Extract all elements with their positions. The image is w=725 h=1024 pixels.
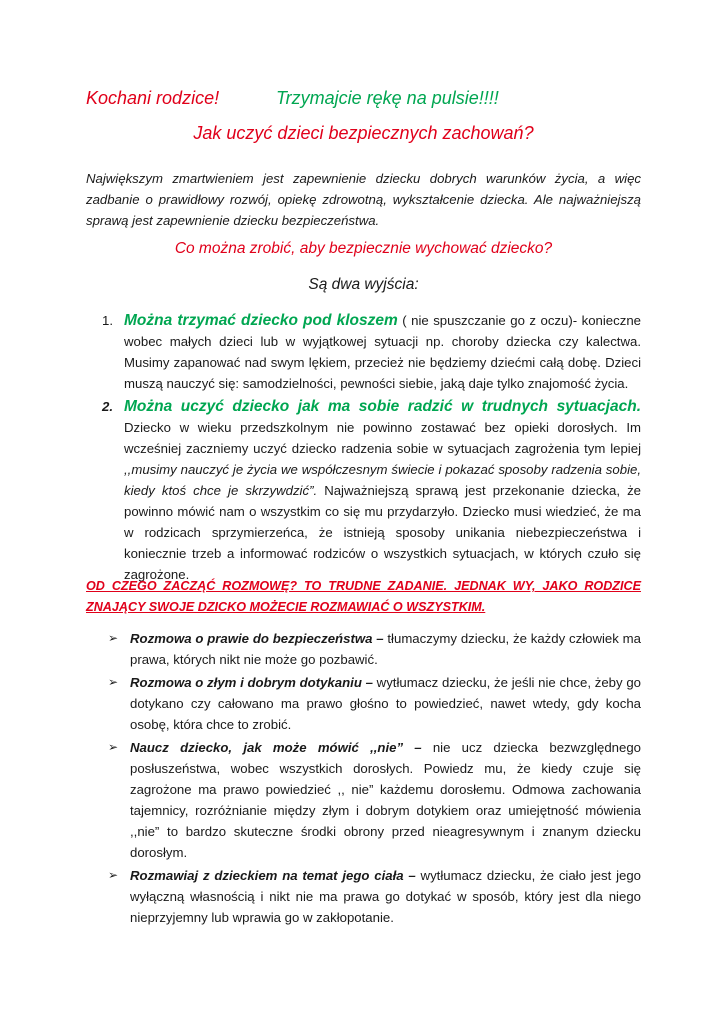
- list-item: [86, 865, 641, 928]
- list-item: [86, 396, 641, 585]
- list-item: [86, 672, 641, 735]
- options-list: [86, 310, 641, 587]
- bullet-title: Naucz dziecko, jak może mówić ,,nie” –: [130, 740, 422, 755]
- bullet-text: tłumaczymy dziecku, że każdy człowiek ma prawa, których nikt nie może go pozbawić.: [130, 631, 641, 667]
- bullet-title: Rozmawiaj z dzieckiem na temat jego ciała –: [130, 868, 416, 883]
- item-text-after: Najważniejszą sprawą jest przekonanie dziecka, że powinno mówić nam o wszystkim co się mu przydarzyło. Dziecko musi wiedzieć, że ma w rodzicach sprzymierzeńca, że istnieją sposoby unikania niebezpieczeństwa i koniecznie trzeb a informować rodziców o wszystkich sytuacjach, w których czuło się zagrożone.: [124, 483, 641, 582]
- arrow-bullet-icon: ➢: [108, 631, 119, 645]
- two-ways-heading: Są dwa wyjścia:: [308, 276, 419, 293]
- document-title: Jak uczyć dzieci bezpiecznych zachowań?: [193, 123, 534, 143]
- bullet-list: [86, 628, 641, 930]
- list-item: [86, 310, 641, 394]
- bullet-title: Rozmowa o prawie do bezpieczeństwa –: [130, 631, 384, 646]
- arrow-bullet-icon: ➢: [108, 868, 119, 882]
- item-heading: Można uczyć dziecko jak ma sobie radzić w trudnych sytuacjach.: [124, 398, 641, 415]
- header-line: [86, 88, 499, 109]
- item-heading: Można trzymać dziecko pod kloszem: [124, 312, 398, 329]
- list-item: [86, 737, 641, 863]
- list-item: [86, 628, 641, 670]
- item-number: 2.: [102, 399, 113, 414]
- bullet-text: wytłumacz dziecku, że ciało jest jego wyłączną własnością i nikt nie ma prawa go dotykać w sposób, który jest dla niego nieprzyjemny lub wprawia go w zakłopotanie.: [130, 868, 641, 925]
- arrow-bullet-icon: ➢: [108, 740, 119, 754]
- motto: Trzymajcie rękę na pulsie!!!!: [276, 88, 499, 108]
- arrow-bullet-icon: ➢: [108, 675, 119, 689]
- bullet-title: Rozmowa o złym i dobrym dotykaniu –: [130, 675, 373, 690]
- bullet-text: wytłumacz dziecku, że jeśli nie chce, żeby go dotykano czy całowano ma prawo głośno to powiedzieć, nawet wtedy, gdy kocha osobę, która chce to zrobić.: [130, 675, 641, 732]
- intro-paragraph: Największym zmartwieniem jest zapewnienie dziecku dobrych warunków życia, a więc zadbanie o prawidłowy rozwój, opiekę zdrowotną, wykształcenie dziecka. Ale najważniejszą sprawą jest zapewnienie dziecku bezpieczeństwa.: [86, 171, 641, 228]
- warning-heading: OD CZEGO ZACZĄĆ ROZMOWĘ? TO TRUDNE ZADANIE. JEDNAK WY, JAKO RODZICE ZNAJĄCY SWOJE DZICKO MOŻECIE ROZMAWIAĆ O WSZYSTKIM.: [86, 579, 641, 614]
- question-heading: Co można zrobić, aby bezpiecznie wychować dziecko?: [174, 240, 553, 257]
- item-text: Dziecko w wieku przedszkolnym nie powinno zostawać bez opieki dorosłych. Im wcześniej zaczniemy uczyć dziecko radzenia sobie w sytuacjach zagrożenia tym lepiej: [124, 420, 641, 456]
- item-quote: ,,musimy nauczyć je życia we współczesnym świecie i pokazać sposoby radzenia sobie, kiedy ktoś chce je skrzywdzić”.: [124, 462, 641, 498]
- greeting: Kochani rodzice!: [86, 88, 220, 108]
- item-number: 1.: [102, 313, 113, 328]
- bullet-text: nie ucz dziecka bezwzględnego posłuszeństwa, wobec wszystkich dorosłych. Powiedz mu, że kiedy czuje się zagrożone ma prawo powiedzieć ,, nie” każdemu dorosłemu. Odmowa zachowania tajemnicy, rozróżnianie między złym i dobrym dotykiem oraz umiejętność mówienia ,,nie” to bardzo skuteczne środki obrony przed nieagresywnym i znanym dziecku dorosłym.: [130, 740, 642, 860]
- item-text: ( nie spuszczanie go z oczu)- konieczne wobec małych dzieci lub w wyjątkowej sytuacji np. choroby dziecka czy kalectwa. Musimy zapanować nad swym lękiem, przecież nie będziemy dziećmi całą dobę. Dzieci muszą nauczyć się: samodzielności, pewności siebie, jaką daje tylko znajomość życia.: [124, 313, 641, 391]
